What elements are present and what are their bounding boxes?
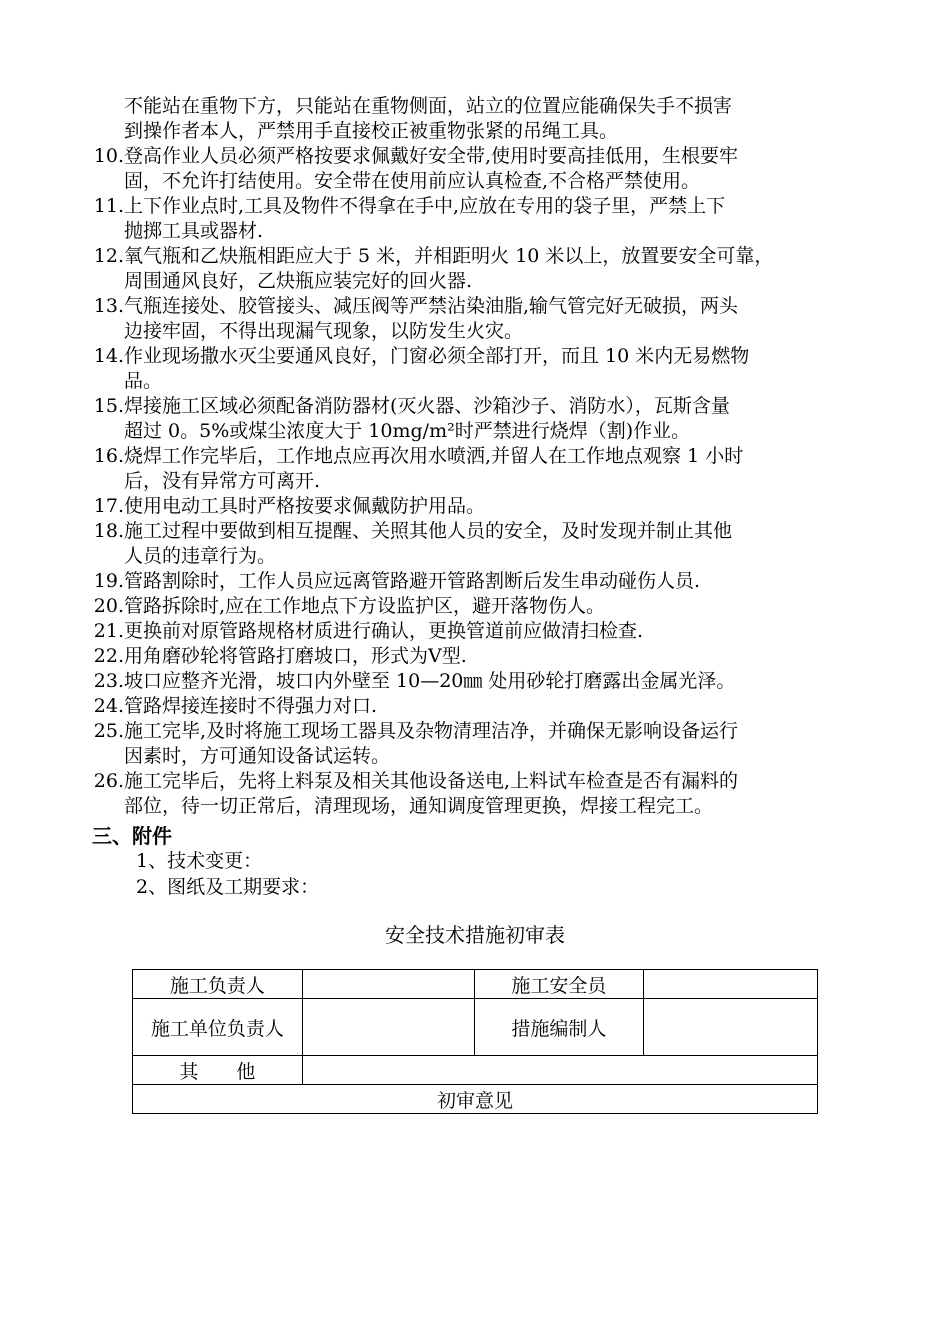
item-number: 12. <box>93 245 124 267</box>
safety-measures-list <box>88 94 878 819</box>
item-text: 管路焊接连接时不得强力对口. <box>124 695 378 717</box>
item-text: 更换前对原管路规格材质进行确认，更换管道前应做清扫检查. <box>124 620 644 642</box>
item-text: 坡口应整齐光滑，坡口内外壁至 10—20㎜ 处用砂轮打磨露出金属光泽。 <box>124 670 736 692</box>
measure-author-field[interactable] <box>644 999 818 1056</box>
item-text: 登高作业人员必须严格按要求佩戴好安全带,使用时要高挂低用，生根要牢 固，不允许打结使用。安全带在使用前应认真检查,不合格严禁使用。 <box>124 145 739 192</box>
unit-leader-field[interactable] <box>302 999 474 1056</box>
other-field[interactable] <box>302 1056 817 1085</box>
item-number: 13. <box>93 295 124 317</box>
measure-author-label: 措施编制人 <box>474 999 644 1056</box>
construction-leader-label: 施工负责人 <box>133 970 303 999</box>
construction-leader-field[interactable] <box>302 970 474 999</box>
item-number: 19. <box>93 570 124 592</box>
list-item <box>88 494 878 519</box>
item-text: 管路割除时，工作人员应远离管路避开管路割断后发生串动碰伤人员. <box>124 570 701 592</box>
item-number: 18. <box>93 520 124 542</box>
item-number: 20. <box>93 595 124 617</box>
item-number: 23. <box>93 670 124 692</box>
list-item <box>88 719 878 769</box>
review-form-table <box>132 969 818 1114</box>
review-opinion-header: 初审意见 <box>133 1085 818 1114</box>
item-number: 22. <box>93 645 124 667</box>
item-number: 21. <box>93 620 124 642</box>
list-item <box>88 644 878 669</box>
safety-officer-field[interactable] <box>644 970 818 999</box>
item-number: 25. <box>93 720 124 742</box>
section-heading-attachments: 三、附件 <box>92 824 172 848</box>
item-text: 用角磨砂轮将管路打磨坡口，形式为Ⅴ型. <box>124 645 467 667</box>
item-text: 使用电动工具时严格按要求佩戴防护用品。 <box>124 495 486 517</box>
item-text: 焊接施工区域必须配备消防器材(灭火器、沙箱沙子、消防水），瓦斯含量 超过 0。5%或煤尘浓度大于 10mg/m²时严禁进行烧焊（割)作业。 <box>124 395 730 442</box>
attachment-item: 1、技术变更： <box>136 850 263 872</box>
continuation-text: 不能站在重物下方，只能站在重物侧面，站立的位置应能确保失手不损害 到操作者本人，严禁用手直接校正被重物张紧的吊绳工具。 <box>124 95 733 142</box>
item-text: 上下作业点时,工具及物件不得拿在手中,应放在专用的袋子里，严禁上下 抛掷工具或器材. <box>124 195 726 242</box>
attachment-item: 2、图纸及工期要求： <box>136 876 320 898</box>
item-number: 24. <box>93 695 124 717</box>
list-item <box>88 194 878 244</box>
item-text: 作业现场撒水灭尘要通风良好，门窗必须全部打开，而且 10 米内无易燃物 品。 <box>124 345 750 392</box>
list-item <box>88 394 878 444</box>
list-item <box>88 594 878 619</box>
item-text: 施工完毕后，先将上料泵及相关其他设备送电,上料试车检查是否有漏料的 部位，待一切正常后，清理现场，通知调度管理更换，焊接工程完工。 <box>124 770 739 817</box>
list-item <box>88 669 878 694</box>
list-item <box>88 444 878 494</box>
item-text: 烧焊工作完毕后，工作地点应再次用水喷洒,并留人在工作地点观察 1 小时 后，没有异常方可离开. <box>124 445 744 492</box>
form-title: 安全技术措施初审表 <box>385 923 565 947</box>
safety-officer-label: 施工安全员 <box>474 970 644 999</box>
item-number: 26. <box>93 770 124 792</box>
item-text: 氧气瓶和乙炔瓶相距应大于 5 米，并相距明火 10 米以上，放置要安全可靠， 周围通风良好，乙炔瓶应装完好的回火器. <box>124 245 774 292</box>
item-text: 施工过程中要做到相互提醒、关照其他人员的安全，及时发现并制止其他 人员的违章行为。 <box>124 520 733 567</box>
list-item <box>88 519 878 569</box>
list-item <box>88 694 878 719</box>
item-text: 气瓶连接处、胶管接头、减压阀等严禁沾染油脂,输气管完好无破损，两头 边接牢固，不得出现漏气现象，以防发生火灾。 <box>124 295 739 342</box>
item-text: 管路拆除时,应在工作地点下方设监护区，避开落物伤人。 <box>124 595 606 617</box>
list-item <box>88 244 878 294</box>
list-item <box>88 769 878 819</box>
unit-leader-label: 施工单位负责人 <box>133 999 303 1056</box>
list-item <box>88 144 878 194</box>
list-item <box>88 569 878 594</box>
list-item <box>88 294 878 344</box>
list-item <box>88 619 878 644</box>
other-label: 其 他 <box>133 1056 303 1085</box>
item-number: 15. <box>93 395 124 417</box>
item-number: 16. <box>93 445 124 467</box>
item-number: 11. <box>93 195 124 217</box>
item-number: 10. <box>93 145 124 167</box>
item-number: 14. <box>93 345 124 367</box>
list-item <box>88 344 878 394</box>
item-number: 17. <box>93 495 124 517</box>
item-text: 施工完毕,及时将施工现场工器具及杂物清理洁净，并确保无影响设备运行 因素时，方可通知设备试运转。 <box>124 720 739 767</box>
